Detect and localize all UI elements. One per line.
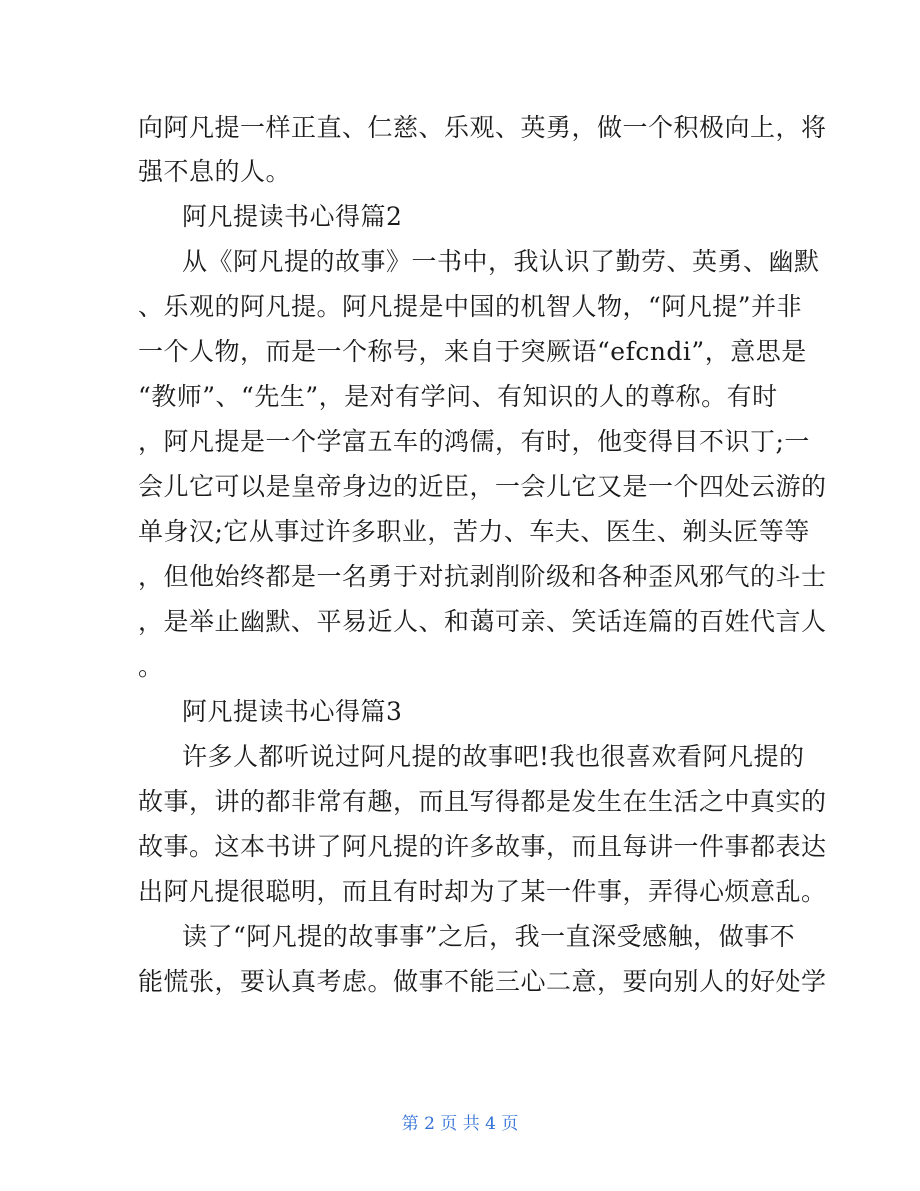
body-text-line: ，但他始终都是一名勇于对抗剥削阶级和各种歪风邪气的斗士 [138,562,827,591]
section-heading: 阿凡提读书心得篇2 [182,202,403,231]
page-number-footer: 第 2 页 共 4 页 [401,1114,519,1134]
paragraph-first-line: 读了“阿凡提的故事事”之后，我一直深受感触，做事不 [182,922,796,951]
section-heading: 阿凡提读书心得篇3 [182,697,403,726]
body-text-line: ，是举止幽默、平易近人、和蔼可亲、笑话连篇的百姓代言人 [138,607,827,636]
body-text-line: 向阿凡提一样正直、仁慈、乐观、英勇，做一个积极向上，将 [138,113,827,142]
paragraph-first-line: 许多人都听说过阿凡提的故事吧!我也很喜欢看阿凡提的 [182,742,805,771]
body-text-line: 一个人物，而是一个称号，来自于突厥语“efcndi”，意思是 [138,337,807,366]
body-text-line: 。 [138,652,164,681]
body-text-line: 能慌张，要认真考虑。做事不能三心二意，要向别人的好处学 [138,967,827,996]
body-text-line: “教师”、“先生”，是对有学问、有知识的人的尊称。有时 [138,382,778,411]
body-text-line: 强不息的人。 [138,157,292,186]
body-text-line: 单身汉;它从事过许多职业，苦力、车夫、医生、剃头匠等等 [138,517,810,546]
body-text-line: 、乐观的阿凡提。阿凡提是中国的机智人物，“阿凡提”并非 [138,292,803,321]
paragraph-first-line: 从《阿凡提的故事》一书中，我认识了勤劳、英勇、幽默 [182,247,820,276]
body-text-line: 会儿它可以是皇帝身边的近臣，一会儿它又是一个四处云游的 [138,472,827,501]
body-text-line: 故事，讲的都非常有趣，而且写得都是发生在生活之中真实的 [138,787,827,816]
body-text-line: 故事。这本书讲了阿凡提的许多故事，而且每讲一件事都表达 [138,832,827,861]
body-text-line: ，阿凡提是一个学富五车的鸿儒，有时，他变得目不识丁;一 [138,427,810,456]
body-text-line: 出阿凡提很聪明，而且有时却为了某一件事，弄得心烦意乱。 [138,877,827,906]
